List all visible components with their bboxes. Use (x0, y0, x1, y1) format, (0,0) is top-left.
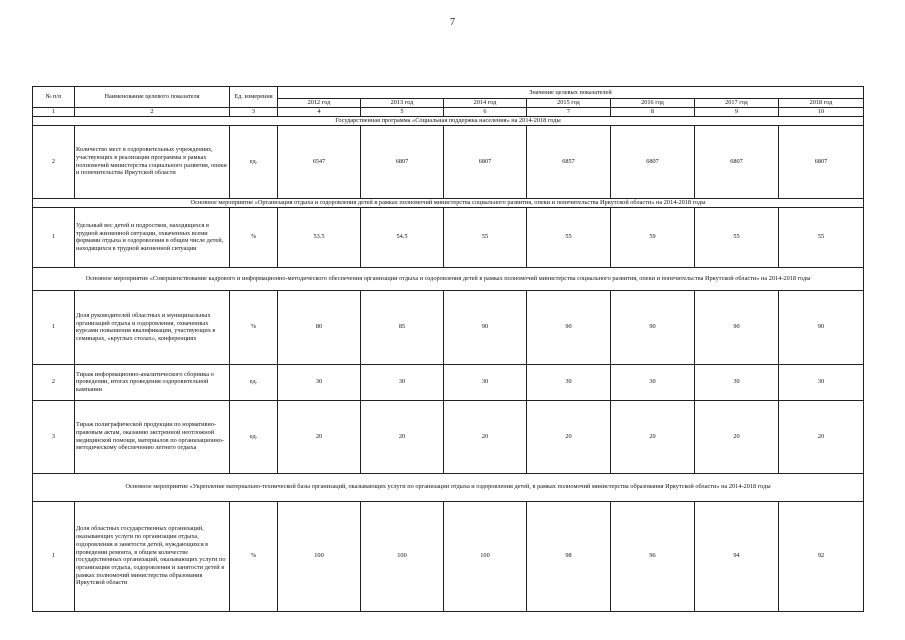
value-cell: 100 (444, 501, 527, 611)
unit-cell: % (230, 290, 278, 364)
value-cell: 30 (444, 364, 527, 400)
value-cell: 20 (361, 400, 444, 473)
value-cell: 20 (695, 400, 779, 473)
value-cell: 90 (611, 290, 695, 364)
value-cell: 90 (444, 290, 527, 364)
value-cell: 90 (779, 290, 864, 364)
column-number: 8 (611, 108, 695, 117)
header-num: № п/п (33, 87, 75, 108)
value-cell: 92 (779, 501, 864, 611)
value-cell: 100 (278, 501, 361, 611)
value-cell: 20 (278, 400, 361, 473)
value-cell: 59 (611, 207, 695, 267)
header-year: 2012 год (278, 99, 361, 108)
indicator-name: Тираж полиграфической продукции по нормативно-правовым актам, оказанию экстренной неотложной медицинской помощи, материалов по организационно-методическому обеспечению летнего отдыха (75, 400, 230, 473)
value-cell: 6857 (527, 125, 611, 198)
column-number: 10 (779, 108, 864, 117)
table-row (33, 400, 864, 473)
value-cell: 55 (444, 207, 527, 267)
column-numbering-row (33, 108, 864, 117)
section-title-row (33, 473, 864, 501)
value-cell: 55 (695, 207, 779, 267)
value-cell: 6807 (611, 125, 695, 198)
target-indicators-table (32, 86, 864, 612)
value-cell: 30 (779, 364, 864, 400)
unit-cell: ед. (230, 125, 278, 198)
value-cell: 90 (527, 290, 611, 364)
value-cell: 30 (361, 364, 444, 400)
value-cell: 54.5 (361, 207, 444, 267)
unit-cell: % (230, 501, 278, 611)
column-number: 6 (444, 108, 527, 117)
unit-cell: % (230, 207, 278, 267)
header-year: 2016 год (611, 99, 695, 108)
section-title-row (33, 116, 864, 125)
column-number: 4 (278, 108, 361, 117)
value-cell: 30 (611, 364, 695, 400)
page-number: 7 (450, 17, 455, 28)
table-row (33, 364, 864, 400)
section-title: Государственная программа «Социальная поддержка населения» на 2014-2018 годы (33, 116, 864, 125)
value-cell: 98 (527, 501, 611, 611)
column-number: 2 (75, 108, 230, 117)
table-row (33, 501, 864, 611)
header-year: 2018 год (779, 99, 864, 108)
header-year: 2015 год (527, 99, 611, 108)
value-cell: 55 (779, 207, 864, 267)
value-cell: 6547 (278, 125, 361, 198)
row-number: 1 (33, 290, 75, 364)
column-number: 3 (230, 108, 278, 117)
indicator-name: Удельный вес детей и подростков, находящихся в трудной жизненной ситуации, охваченных всеми формами отдыха и оздоровления в общем числе детей, находящихся в трудной жизненной ситуации (75, 207, 230, 267)
value-cell: 20 (779, 400, 864, 473)
section-title: Основное мероприятие «Организация отдыха и оздоровления детей в рамках полномочий министерства социального развития, опеки и попечительства Иркутской области» на 2014-2018 годы (33, 198, 864, 207)
value-cell: 6807 (361, 125, 444, 198)
header-year: 2014 год (444, 99, 527, 108)
unit-cell: ед. (230, 400, 278, 473)
header-name: Наименование целевого показателя (75, 87, 230, 108)
table-row (33, 207, 864, 267)
row-number: 2 (33, 125, 75, 198)
unit-cell: ед. (230, 364, 278, 400)
header-values: Значение целевых показателей (278, 87, 864, 99)
table-row (33, 125, 864, 198)
indicator-name: Количество мест в оздоровительных учреждениях, участвующих в реализации программы в рамках полномочий министерства социального развития, опеки и попечительства Иркутской области (75, 125, 230, 198)
value-cell: 30 (527, 364, 611, 400)
indicator-name: Доля руководителей областных и муниципальных организаций отдыха и оздоровления, охваченных курсами повышения квалификации, участвующих в семинарах, «круглых столах», конференциях (75, 290, 230, 364)
value-cell: 55 (527, 207, 611, 267)
row-number: 3 (33, 400, 75, 473)
value-cell: 6807 (695, 125, 779, 198)
value-cell: 20 (611, 400, 695, 473)
value-cell: 20 (527, 400, 611, 473)
section-title: Основное мероприятие «Укрепление материально-технической базы организаций, оказывающих услуги по организации отдыха и оздоровления детей, в рамках полномочий министерства образования Иркутской области» на 2014-2018 годы (33, 473, 864, 501)
value-cell: 20 (444, 400, 527, 473)
column-number: 5 (361, 108, 444, 117)
row-number: 2 (33, 364, 75, 400)
section-title-row (33, 198, 864, 207)
table-row (33, 290, 864, 364)
value-cell: 53.5 (278, 207, 361, 267)
column-number: 1 (33, 108, 75, 117)
header-year: 2013 год (361, 99, 444, 108)
value-cell: 80 (278, 290, 361, 364)
header-year: 2017 год (695, 99, 779, 108)
header-row (33, 87, 864, 99)
value-cell: 6807 (444, 125, 527, 198)
header-unit: Ед. измерения (230, 87, 278, 108)
row-number: 1 (33, 207, 75, 267)
row-number: 1 (33, 501, 75, 611)
indicator-name: Тираж информационно-аналитического сборника о проведении, итогах проведения оздоровительной кампании (75, 364, 230, 400)
column-number: 7 (527, 108, 611, 117)
column-number: 9 (695, 108, 779, 117)
section-title: Основное мероприятие «Совершенствование кадрового и информационно-методического обеспечения организации отдыха и оздоровления детей в рамках полномочий министерства социального развития, опеки и попечительства Иркутской области» на 2014-2018 годы (33, 267, 864, 290)
section-title-row (33, 267, 864, 290)
value-cell: 96 (611, 501, 695, 611)
indicator-name: Доля областных государственных организаций, оказывающих услуги по организации отдыха, оздоровления и занятости детей, нуждающихся в проведении ремонта, в общем количестве государственных организаций, оказывающих услуги по организации отдыха, оздоровления и занятости детей в рамках полномочий министерства образования Иркутской области (75, 501, 230, 611)
value-cell: 85 (361, 290, 444, 364)
value-cell: 30 (278, 364, 361, 400)
value-cell: 100 (361, 501, 444, 611)
value-cell: 6807 (779, 125, 864, 198)
value-cell: 30 (695, 364, 779, 400)
value-cell: 94 (695, 501, 779, 611)
value-cell: 90 (695, 290, 779, 364)
